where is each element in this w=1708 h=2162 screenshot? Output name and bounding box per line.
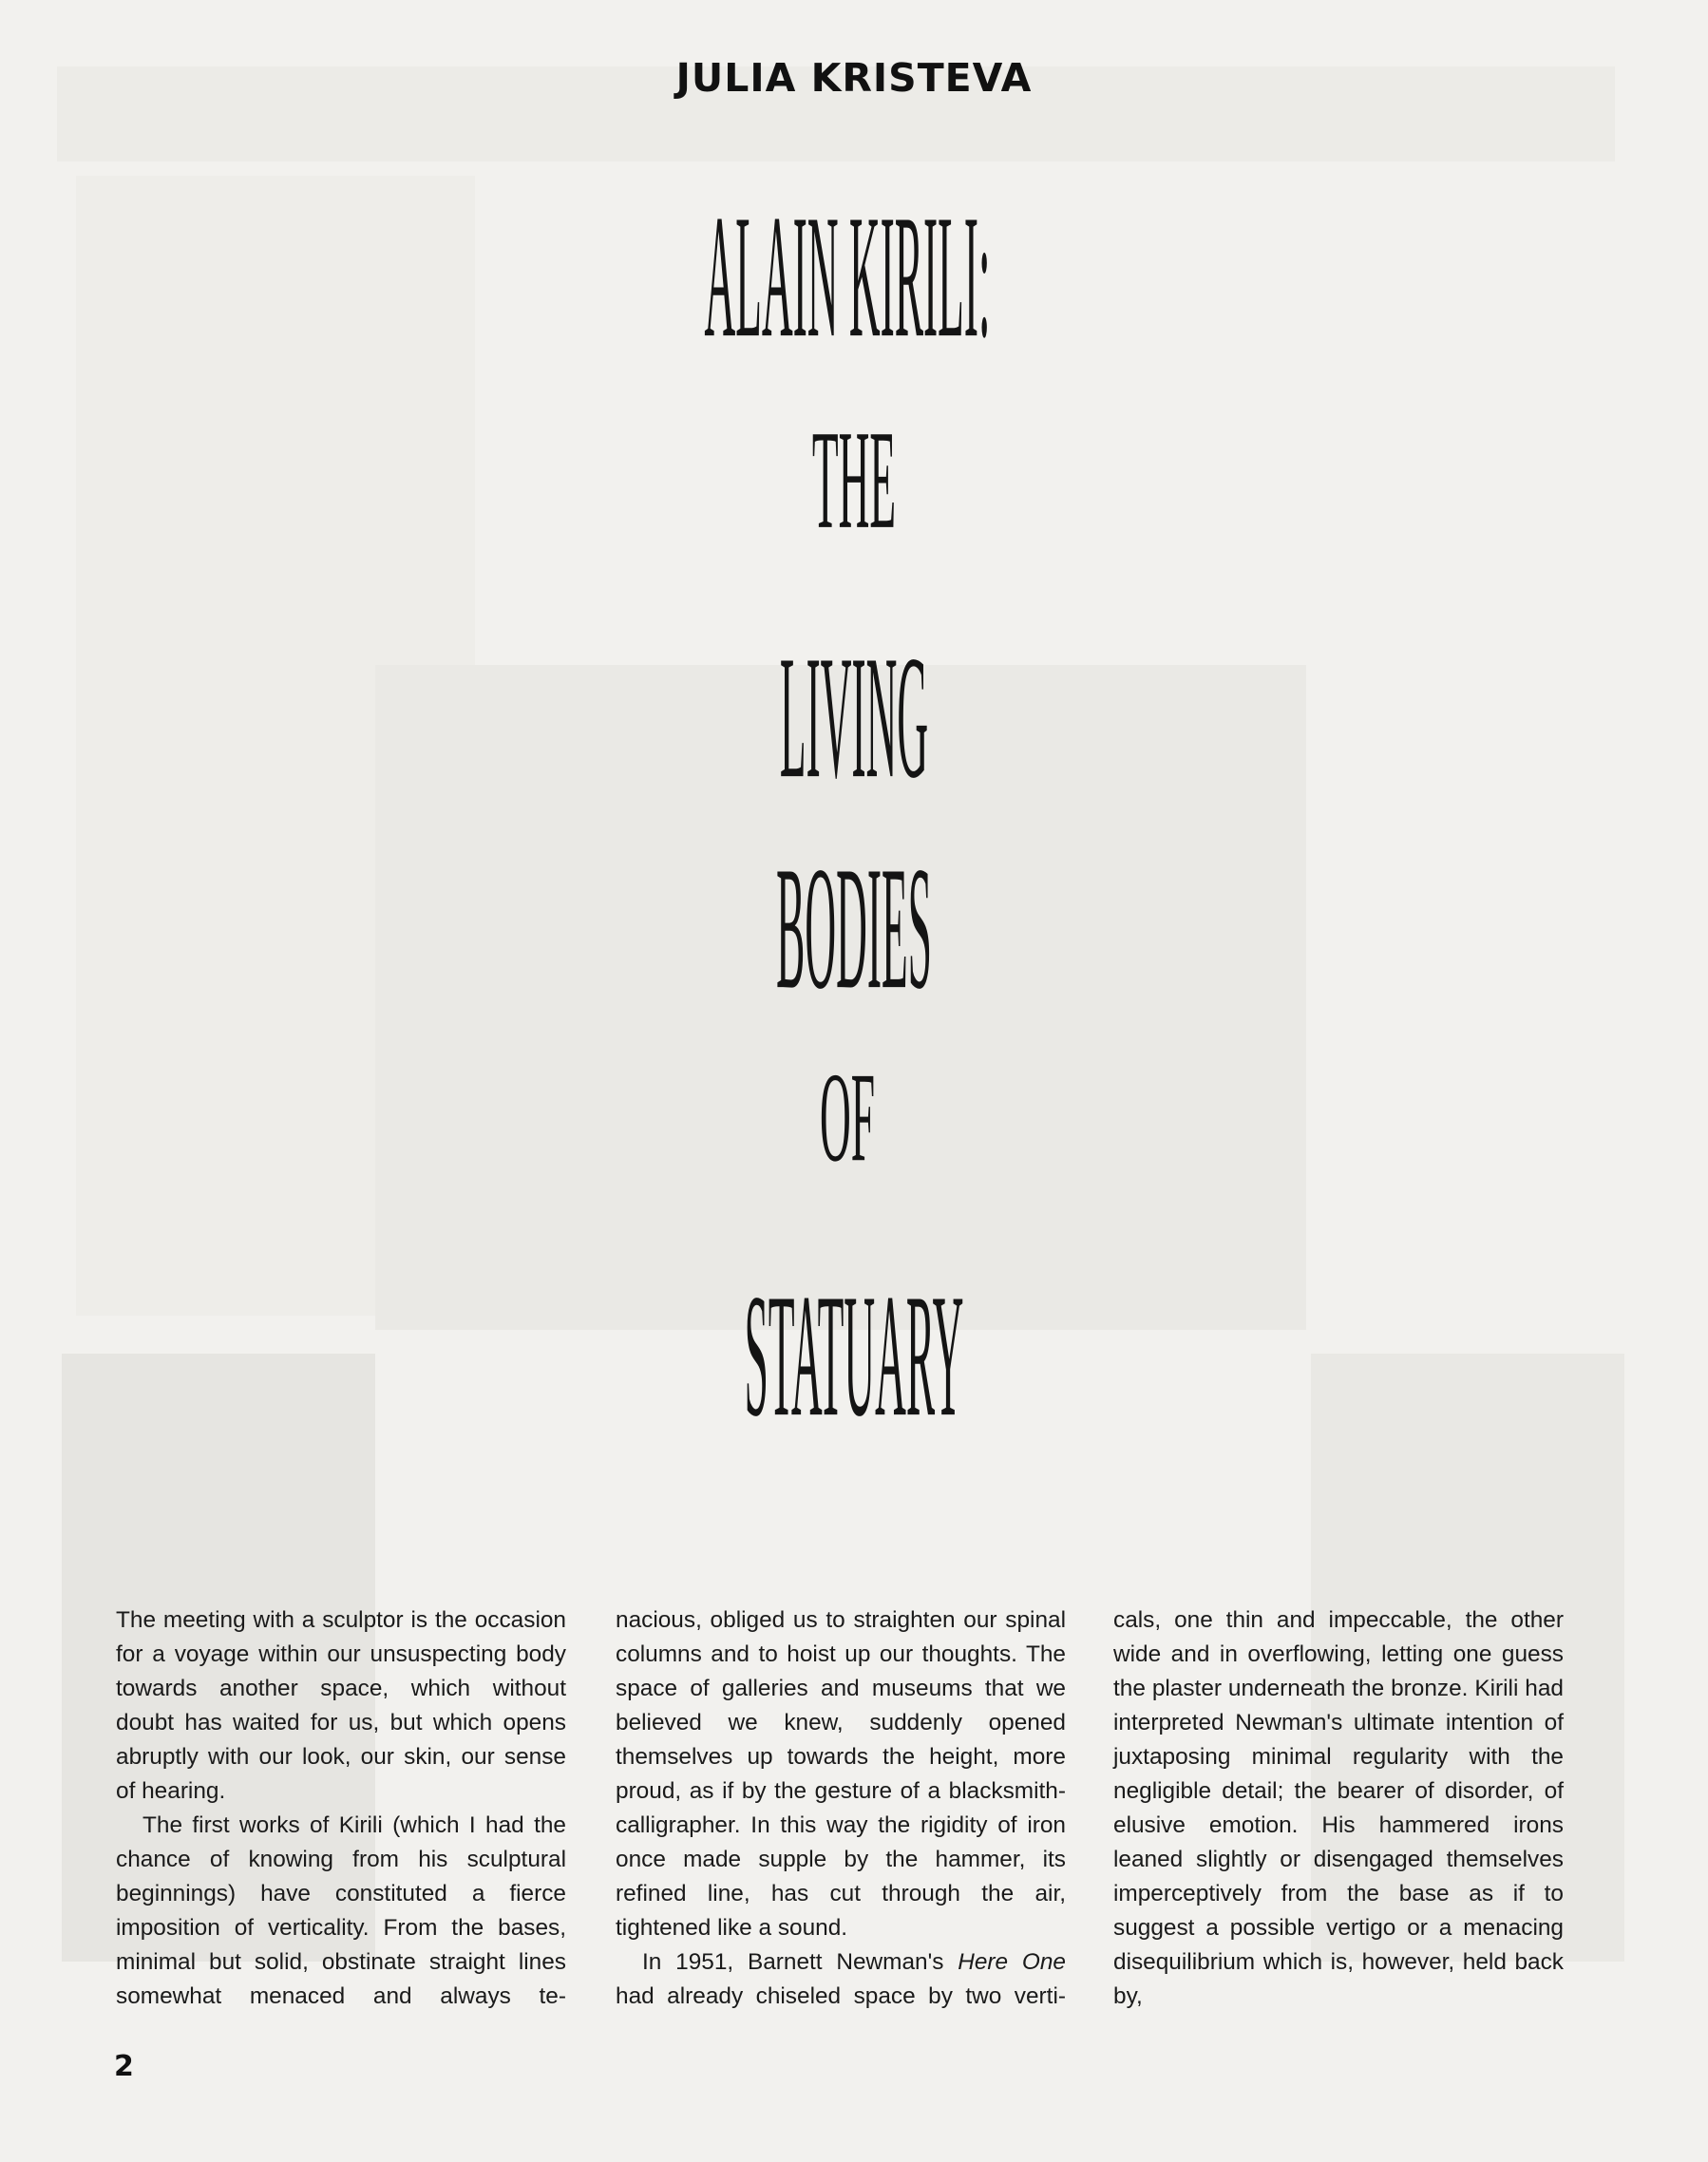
title-line-4: BODIES xyxy=(776,831,932,1027)
paragraph: The first works of Kirili (which I had the chance of knowing from his sculptural beginnings) have constituted a fierce imposition of verticality. From the bases, minimal but solid, obstinate straight lines somewhat menaced and always te- xyxy=(116,1812,566,2009)
title-line-1: ALAIN KIRILI: xyxy=(704,180,991,375)
paragraph: nacious, obliged us to straighten our spinal columns and to hoist up our thoughts. The space of galleries and museums that we believed we knew, suddenly opened themselves up towards the height, more proud, as if by the gesture of a blacksmith-calligrapher. In this way the rigidity of iron once made supple by the hammer, its refined line, has cut through the air, tightened like a sound. xyxy=(616,1607,1066,1941)
paragraph: cals, one thin and impeccable, the other wide and in overflowing, letting one guess the plaster underneath the bronze. Kirili had interpreted Newman's ultimate intention of juxtaposing minimal regularity with the negligible detail; the bearer of disorder, of elusive emotion. His hammered irons leaned slightly or disengaged themselves imperceptively from the base as if to suggest a possible vertigo or a menacing disequilibrium which is, however, held back by, xyxy=(1113,1607,1564,2009)
work-title: Here One xyxy=(958,1949,1067,1975)
text-column-1 xyxy=(116,1603,566,2014)
title-line-3: LIVING xyxy=(779,620,929,816)
paragraph xyxy=(616,1945,1066,2014)
title-line-2: THE xyxy=(811,402,897,559)
paragraph: The meeting with a sculptor is the occasion for a voyage within our unsuspecting body towards another space, which without doubt has waited for us, but which opens abruptly with our look, our skin, our sense of hearing. xyxy=(116,1607,566,1804)
title-line-6: STATUARY xyxy=(744,1259,964,1454)
text-run: had already chiseled space by two verti- xyxy=(616,1983,1066,2009)
text-column-2 xyxy=(616,1603,1066,2014)
text-column-3 xyxy=(1113,1603,1564,2014)
page-number: 2 xyxy=(114,2050,134,2083)
text-run: In 1951, Barnett Newman's xyxy=(642,1949,958,1975)
author-name: JULIA KRISTEVA xyxy=(675,55,1033,101)
title-line-5: OF xyxy=(820,1047,875,1189)
